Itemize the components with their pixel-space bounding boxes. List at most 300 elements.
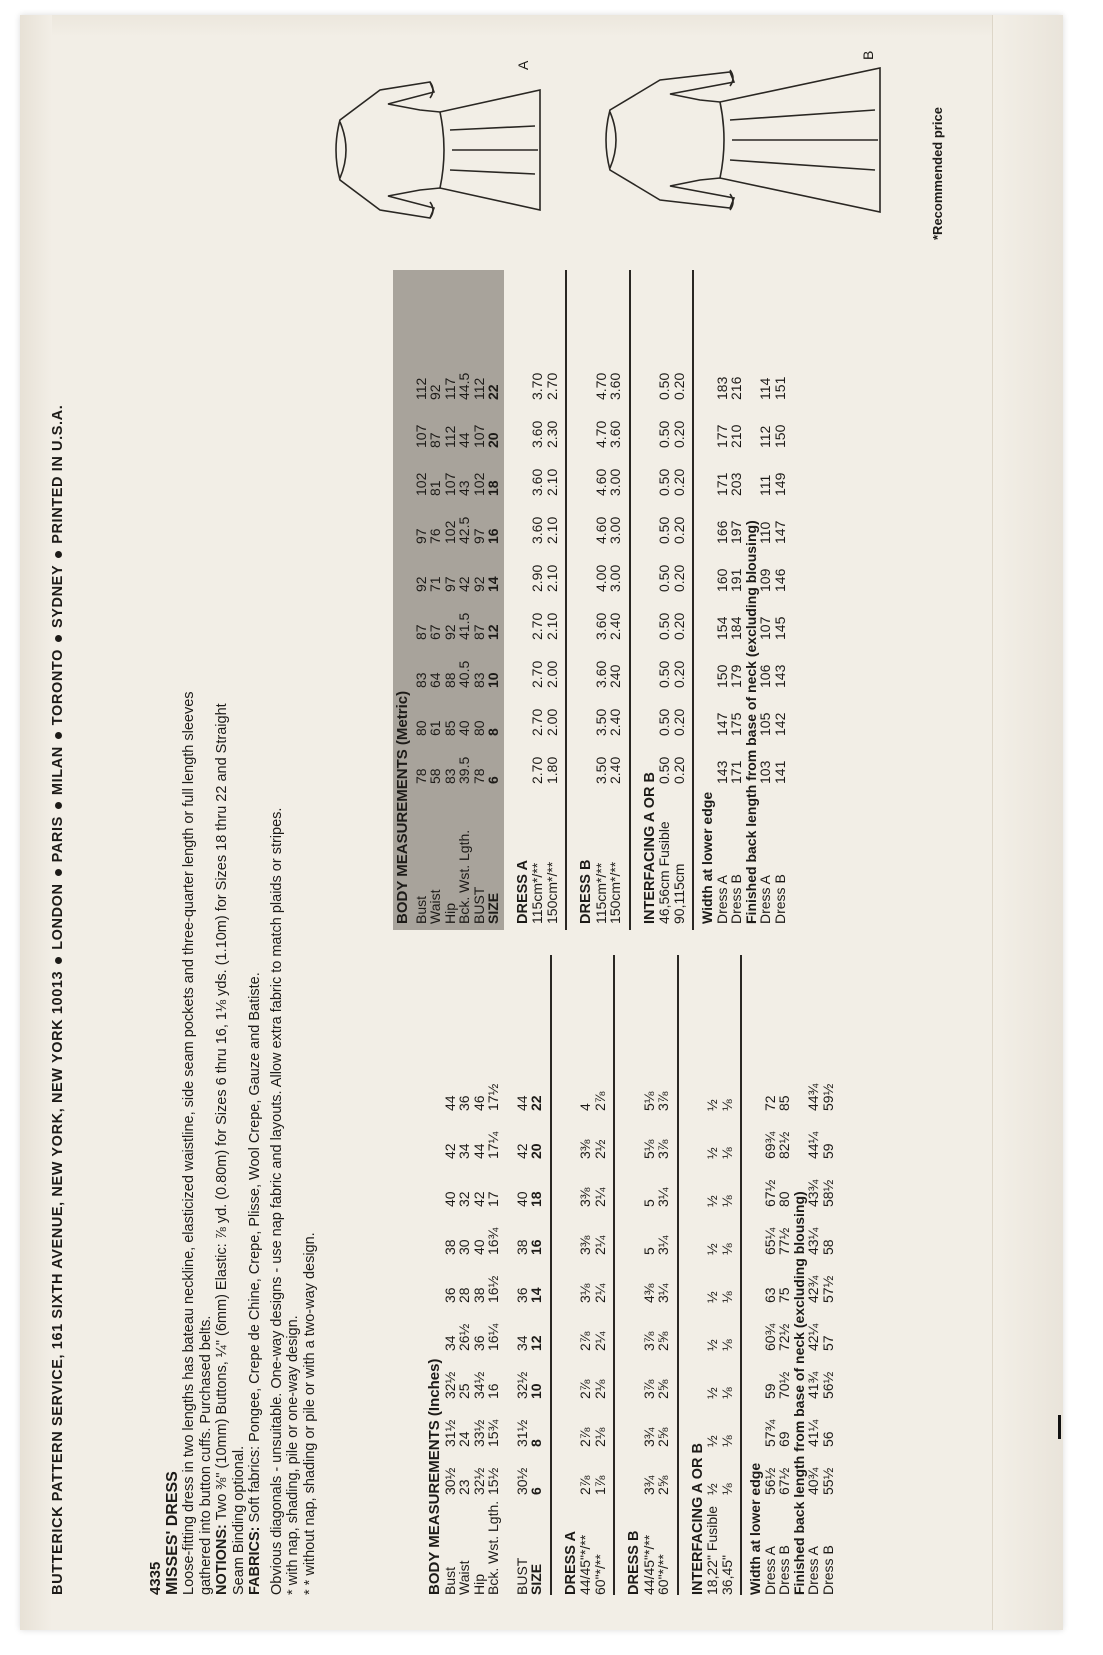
cell-value: 40 [513, 1191, 530, 1207]
cell-value: 147 [771, 520, 788, 544]
cell-value: 107 [470, 424, 487, 448]
cell-value: 85 [776, 1095, 792, 1111]
cell-value: 33½ [470, 1419, 487, 1447]
row-label: Dress B [728, 874, 744, 924]
table-row [472, 276, 487, 924]
row-label: 150cm*/** [607, 861, 623, 924]
cell-value: 67½ [761, 1179, 778, 1207]
cell-value: 110 [757, 521, 773, 544]
width-title: Width at lower edge [699, 791, 715, 924]
cell-value: 0.20 [670, 612, 687, 640]
cell-value: 16½ [485, 1275, 501, 1303]
cell-value: 56½ [819, 1371, 836, 1399]
cell-value: 38 [470, 1287, 487, 1303]
cell-value: 112 [757, 425, 773, 448]
bullet-icon [55, 957, 62, 964]
body-measurements [443, 955, 544, 1595]
table-row [428, 276, 443, 924]
cell-value: 25 [456, 1383, 472, 1399]
cell-value: 81 [427, 480, 443, 496]
cell-value: 2⅞ [577, 1427, 593, 1447]
header-city-london: LONDON [50, 883, 66, 950]
cell-value: 2.10 [543, 564, 560, 592]
cell-value: 2.40 [607, 708, 623, 736]
cell-value: 2.70 [529, 756, 545, 784]
cell-value: 44 [441, 1095, 458, 1111]
cell-value: ½ [704, 1243, 720, 1255]
cell-value: 2⅞ [591, 1091, 608, 1111]
cell-value: 0.20 [670, 420, 687, 448]
cell-value: 3.70 [529, 372, 545, 400]
row-label: Waist [456, 1560, 472, 1595]
table-row [443, 955, 458, 1595]
cell-value: 44.5 [456, 372, 472, 400]
cell-value: 24 [456, 1431, 472, 1447]
cell-value: ½ [704, 1195, 720, 1207]
cell-value: 82½ [776, 1131, 792, 1159]
cell-value: 146 [771, 568, 788, 592]
notions-text: Two ⅜" (10mm) Buttons, ¼" (6mm) Elastic: ⅞ yd. (0.80m) for Sizes 6 thru 16, 1⅛ yds. (1.10m) for Sizes 18 thru 22 and Straight [214, 703, 230, 1521]
cell-value: 154 [713, 616, 730, 640]
section-title: INTERFACING A OR B [641, 772, 658, 924]
row-label: Waist [427, 889, 443, 924]
cell-value: 83 [441, 768, 458, 784]
cell-value: 40 [470, 1239, 487, 1255]
cell-value: 16¾ [485, 1227, 501, 1255]
cell-value: 177 [713, 424, 730, 448]
cell-value: 70½ [776, 1371, 792, 1399]
cell-value: 40 [441, 1191, 458, 1207]
cell-value: 64 [427, 672, 443, 688]
cell-value: 184 [728, 616, 744, 640]
header-city-paris: PARIS [50, 816, 66, 863]
section-title: DRESS A [562, 1531, 579, 1595]
cell-value: 92 [427, 384, 443, 400]
row-label: 90,115cm [670, 863, 687, 924]
cell-value: 10 [528, 1383, 544, 1399]
pattern-number: 4335 [147, 1561, 164, 1595]
cell-value: 38 [441, 1239, 458, 1255]
cell-value: 2.30 [543, 420, 560, 448]
cell-value: 203 [728, 472, 744, 496]
cell-value: 3.00 [607, 468, 623, 496]
cell-value: 42¾ [805, 1275, 821, 1303]
cell-value: 43 [456, 480, 472, 496]
cell-value: 2.00 [543, 660, 560, 688]
cell-value: 17 [485, 1191, 501, 1207]
row-label: Dress A [757, 874, 773, 924]
cell-value: 0.50 [656, 660, 672, 688]
divider-line [550, 955, 552, 1595]
cell-value: 97 [470, 528, 487, 544]
cell-value: 4⅜ [640, 1283, 657, 1303]
cell-value: 147 [713, 712, 730, 736]
table-row [705, 955, 720, 1595]
row-label: Bck. Wst. Lgth. [456, 829, 472, 924]
table-row [642, 955, 657, 1595]
notions-line: Seam Binding optional. [230, 1445, 247, 1595]
cell-value: 42 [513, 1143, 530, 1159]
cell-value: 3.00 [607, 564, 623, 592]
cell-value: 92 [441, 624, 458, 640]
cell-value: 20 [528, 1143, 544, 1159]
cell-value: 3¼ [655, 1283, 671, 1303]
cell-value: 22 [528, 1095, 544, 1111]
cell-value: 3¼ [655, 1187, 671, 1207]
table-row [578, 955, 593, 1595]
row-label: Bust [412, 895, 429, 924]
cell-value: 44¾ [805, 1083, 821, 1111]
row-label: 60"*/** [591, 1554, 608, 1595]
table-row [806, 955, 821, 1595]
cell-value: 111 [757, 474, 773, 496]
cell-value: 42.5 [456, 516, 472, 544]
description-line: Loose-fitting dress in two lengths has bateau neckline, elasticized waistline, side seam pockets and three-quarter length or full length sleeves [181, 691, 197, 1595]
cell-value: 2.10 [543, 516, 560, 544]
cell-value: 4 [577, 1103, 593, 1111]
fabrics-text: Soft fabrics: Pongee, Crepe de Chine, Crepe, Plisse, Wool Crepe, Gauze and Batiste. [247, 972, 263, 1523]
cell-value: 2.90 [529, 564, 545, 592]
cell-value: 65¼ [761, 1227, 778, 1255]
cell-value: 2⅞ [577, 1379, 593, 1399]
cell-value: 2⅝ [655, 1475, 671, 1495]
cell-value: 2⅝ [655, 1331, 671, 1351]
cell-value: 2.10 [543, 468, 560, 496]
table-title: BODY MEASUREMENTS (Metric) [393, 270, 414, 930]
cell-value: ⅛ [718, 1291, 735, 1303]
table-row [763, 955, 778, 1595]
cell-value: 0.50 [656, 612, 672, 640]
cell-value: 92 [412, 576, 429, 592]
cell-value: 40 [456, 720, 472, 736]
footnote-without-nap: * * without nap, shading or pile or with a two-way design. [301, 1232, 318, 1595]
cell-value: 44 [470, 1143, 487, 1159]
yardage-section [516, 270, 560, 930]
table-row [457, 955, 472, 1595]
cell-value: 183 [713, 376, 730, 400]
description-line: gathered into button cuffs. Purchased belts. [197, 1315, 214, 1595]
bullet-icon [55, 802, 62, 809]
cell-value: 2.10 [543, 612, 560, 640]
cell-value: 87 [470, 624, 487, 640]
cell-value: 28 [456, 1287, 472, 1303]
cell-value: 32½ [441, 1371, 458, 1399]
cell-value: 151 [771, 376, 788, 400]
cell-value: 2.70 [529, 612, 545, 640]
cell-value: 112 [412, 377, 429, 400]
cell-value: 12 [485, 624, 501, 640]
cell-value: ⅛ [718, 1387, 735, 1399]
cell-value: 75 [776, 1287, 792, 1303]
section-title: DRESS A [514, 860, 531, 924]
spacer [501, 955, 515, 1595]
cell-value: 6 [528, 1487, 544, 1495]
cell-value: 34 [441, 1335, 458, 1351]
cell-value: 3⅞ [655, 1091, 671, 1111]
cell-value: 57¾ [761, 1419, 778, 1447]
fabrics-label: FABRICS: [247, 1526, 263, 1595]
header-city-milan: MILAN [50, 746, 66, 796]
cell-value: 85 [441, 720, 458, 736]
cell-value: 0.50 [656, 564, 672, 592]
bullet-icon [55, 732, 62, 739]
row-label: SIZE [485, 892, 501, 924]
cell-value: 0.20 [670, 756, 687, 784]
table-row [486, 276, 501, 924]
row-label: BUST [470, 886, 487, 924]
row-label: Hip [441, 902, 458, 924]
bullet-icon [55, 635, 62, 642]
cell-value: 6 [485, 776, 501, 784]
cell-value: ½ [704, 1339, 720, 1351]
table-row [472, 955, 487, 1595]
cell-value: 71 [427, 576, 443, 592]
cell-value: 0.50 [656, 708, 672, 736]
yardage-section [579, 270, 623, 930]
cell-value: 57 [819, 1335, 836, 1351]
cell-value: 87 [412, 624, 429, 640]
table-row [729, 276, 744, 924]
garment-measurements [748, 955, 835, 1595]
ink-mark [1058, 1415, 1061, 1439]
cell-value: 107 [441, 472, 458, 496]
cell-value: 2.70 [529, 708, 545, 736]
cell-value: 109 [757, 568, 773, 592]
envelope-left-fold [20, 15, 52, 1630]
row-label: Dress A [713, 874, 730, 924]
cell-value: 78 [412, 768, 429, 784]
cell-value: ½ [704, 1483, 720, 1495]
cell-value: 87 [427, 432, 443, 448]
cell-value: 80 [412, 720, 429, 736]
cell-value: 5 [640, 1199, 657, 1207]
cell-value: ½ [704, 1387, 720, 1399]
cell-value: 31½ [441, 1419, 458, 1447]
yardage-section [643, 270, 687, 930]
cell-value: 102 [470, 472, 487, 496]
divider-line [677, 955, 679, 1595]
body-measurements [414, 270, 504, 930]
cell-value: 30 [456, 1239, 472, 1255]
cell-value: 2.70 [529, 660, 545, 688]
fabrics-line [247, 75, 264, 1595]
row-label: 115cm*/** [529, 862, 545, 924]
table-row [594, 276, 609, 924]
row-label: 150cm*/** [543, 861, 560, 924]
cell-value: 17½ [485, 1083, 501, 1111]
cell-value: 16¼ [485, 1323, 501, 1351]
cell-value: 2.40 [607, 612, 623, 640]
cell-value: 56 [819, 1431, 836, 1447]
cell-value: 30½ [441, 1467, 458, 1495]
row-label: 115cm*/** [592, 862, 609, 924]
cell-value: 166 [713, 520, 730, 544]
cell-value: 3⅞ [655, 1139, 671, 1159]
cell-value: 3⅞ [640, 1379, 657, 1399]
cell-value: 36 [441, 1287, 458, 1303]
cell-value: 150 [713, 664, 730, 688]
cell-value: 149 [771, 472, 788, 496]
cell-value: 36 [456, 1095, 472, 1111]
section-title: DRESS B [578, 859, 594, 924]
section-title: DRESS B [626, 1530, 642, 1595]
bullet-icon [55, 551, 62, 558]
dress-sketches [300, 40, 900, 240]
yardage-section [627, 955, 671, 1595]
table-row [457, 276, 472, 924]
cell-value: 197 [728, 520, 744, 544]
row-label: Bck. Wst. Lgth. [485, 1500, 501, 1595]
cell-value: ⅛ [718, 1435, 735, 1447]
cell-value: 240 [607, 664, 623, 688]
row-label: Bust [441, 1566, 458, 1595]
header-city-toronto: TORONTO [50, 649, 66, 726]
header-printed: PRINTED IN U.S.A. [50, 404, 66, 544]
cell-value: 72 [761, 1095, 778, 1111]
cell-value: 3.60 [607, 420, 623, 448]
cell-value: 42 [441, 1143, 458, 1159]
cell-value: 44 [513, 1095, 530, 1111]
table-row [414, 276, 429, 924]
row-label: 44/45"*/** [577, 1534, 593, 1595]
sketch-label-a: A [515, 60, 531, 70]
cell-value: 5 [640, 1247, 657, 1255]
cell-value: 3⅞ [640, 1331, 657, 1351]
diagonals-line: Obvious diagonals - unsuitable. One-way designs - use nap fabric and layouts. Allow extra fabric to match plaids or stripes. [268, 807, 285, 1595]
table-row [486, 955, 501, 1595]
cell-value: 77½ [776, 1227, 792, 1255]
cell-value: 44¼ [805, 1131, 821, 1159]
divider-line [740, 955, 742, 1595]
cell-value: 2.70 [543, 372, 560, 400]
divider-line [613, 955, 615, 1595]
cell-value: ½ [704, 1435, 720, 1447]
cell-value: 67 [427, 624, 443, 640]
cell-value: 3⅜ [577, 1139, 593, 1159]
cell-value: ⅛ [718, 1243, 735, 1255]
cell-value: 145 [771, 616, 788, 640]
cell-value: 142 [771, 712, 788, 736]
table-row [720, 955, 735, 1595]
cell-value: ⅛ [718, 1099, 735, 1111]
cell-value: 36 [470, 1335, 487, 1351]
cell-value: 69 [776, 1431, 792, 1447]
cell-value: 46 [470, 1095, 487, 1111]
cell-value: 117 [441, 377, 458, 400]
cell-value: 26½ [456, 1323, 472, 1351]
table-row [443, 276, 458, 924]
cell-value: 59½ [819, 1083, 836, 1111]
cell-value: 78 [470, 768, 487, 784]
cell-value: 3.00 [607, 516, 623, 544]
cell-value: ⅛ [718, 1147, 735, 1159]
cell-value: 18 [528, 1191, 544, 1207]
bullet-icon [55, 869, 62, 876]
cell-value: 141 [771, 760, 788, 784]
cell-value: 4.60 [592, 468, 609, 496]
table-row [593, 955, 608, 1595]
cell-value: 32½ [470, 1467, 487, 1495]
footnote-nap: * with nap, shading, pile or one-way design. [285, 1315, 301, 1595]
cell-value: 2.40 [607, 756, 623, 784]
table-row [515, 955, 530, 1595]
cell-value: 171 [713, 472, 730, 496]
cell-value: 69¾ [761, 1131, 778, 1159]
cell-value: 4.00 [592, 564, 609, 592]
cell-value: 16 [485, 1383, 501, 1399]
cell-value: 3.60 [529, 468, 545, 496]
table-row [608, 276, 623, 924]
cell-value: 0.50 [656, 468, 672, 496]
dress-a-sketch-icon [310, 60, 570, 240]
table-title: BODY MEASUREMENTS (Inches) [426, 1358, 443, 1595]
cell-value: 83 [412, 672, 429, 688]
cell-value: ½ [704, 1099, 720, 1111]
cell-value: 56½ [761, 1467, 778, 1495]
cell-value: 57½ [819, 1275, 836, 1303]
cell-value: 14 [528, 1287, 544, 1303]
cell-value: 41¾ [805, 1371, 821, 1399]
cell-value: 3.60 [607, 372, 623, 400]
cell-value: 43¼ [805, 1227, 821, 1255]
row-label: 46,56cm Fusible [656, 821, 672, 924]
divider-line [692, 270, 694, 930]
cell-value: 5⅛ [640, 1139, 657, 1159]
table-row [656, 955, 671, 1595]
cell-value: 61 [427, 720, 443, 736]
table-row [657, 276, 672, 924]
row-label: SIZE [528, 1563, 544, 1595]
cell-value: 107 [757, 616, 773, 640]
cell-value: 216 [728, 376, 744, 400]
cell-value: 39.5 [456, 756, 472, 784]
cell-value: 3⅜ [577, 1235, 593, 1255]
cell-value: ⅛ [718, 1483, 735, 1495]
cell-value: 58 [427, 768, 443, 784]
cell-value: 8 [485, 728, 501, 736]
cell-value: 3¼ [655, 1235, 671, 1255]
cell-value: 4.70 [592, 372, 609, 400]
cell-value: 143 [771, 664, 788, 688]
cell-value: 16 [485, 528, 501, 544]
cell-value: 2¼ [591, 1187, 608, 1207]
yardage-section [691, 955, 735, 1595]
cell-value: 34 [456, 1143, 472, 1159]
cell-value: 106 [757, 664, 773, 688]
cell-value: 171 [728, 760, 744, 784]
cell-value: 2⅝ [655, 1427, 671, 1447]
cell-value: 80 [470, 720, 487, 736]
width-title: Width at lower edge [747, 1462, 763, 1595]
section-title: INTERFACING A OR B [689, 1443, 706, 1595]
cell-value: 30½ [513, 1467, 530, 1495]
cell-value: 72½ [776, 1323, 792, 1351]
yardage-section [564, 955, 608, 1595]
cell-value: 31½ [513, 1419, 530, 1447]
cell-value: 3.60 [529, 516, 545, 544]
cell-value: 97 [441, 576, 458, 592]
cell-value: 83 [470, 672, 487, 688]
cell-value: 60¾ [761, 1323, 778, 1351]
cell-value: 102 [441, 520, 458, 544]
cell-value: 14 [485, 576, 501, 592]
cell-value: 150 [771, 424, 788, 448]
cell-value: 38 [513, 1239, 530, 1255]
cell-value: 2⅛ [591, 1379, 608, 1399]
cell-value: 41¼ [805, 1419, 821, 1447]
cell-value: 63 [761, 1287, 778, 1303]
cell-value: 0.20 [670, 660, 687, 688]
